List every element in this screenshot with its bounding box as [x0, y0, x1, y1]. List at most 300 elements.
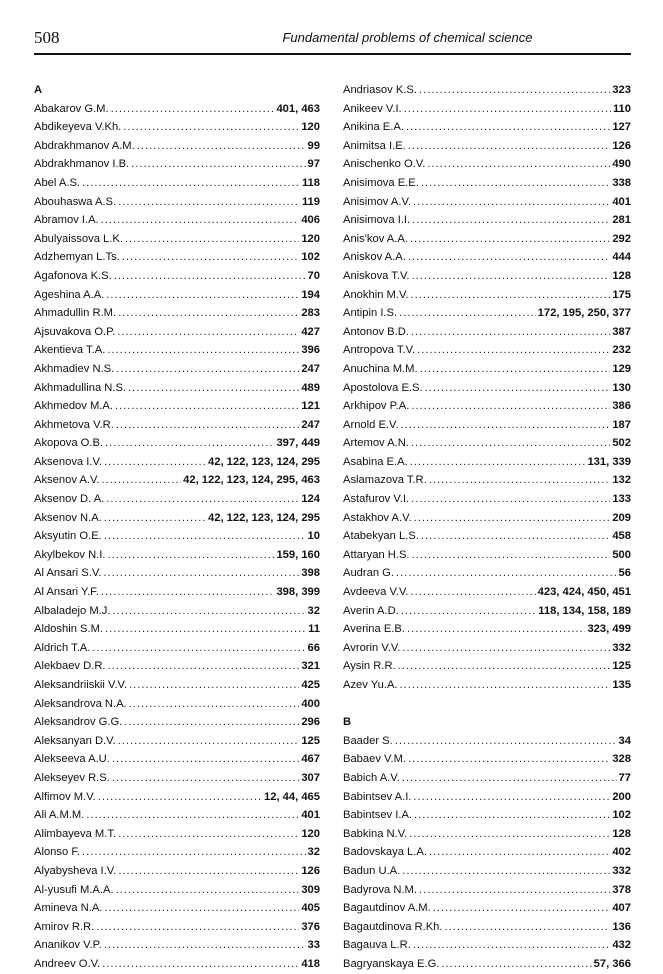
author-name: Aleksandrov G.G.: [34, 716, 123, 729]
index-entry: [343, 657, 631, 676]
author-name: Andriasov K.S.: [343, 84, 417, 96]
index-entry: [34, 564, 320, 583]
author-name: Abulyaissova L.K.: [34, 232, 123, 245]
page-references: 490: [612, 158, 631, 171]
author-name: Anisimova E.E.: [343, 176, 419, 189]
dot-leader: [108, 546, 275, 565]
dot-leader: [101, 583, 275, 602]
page-references: 444: [612, 251, 631, 264]
page-references: 42, 122, 123, 124, 295: [208, 511, 320, 524]
page-references: 328: [612, 753, 631, 766]
page-references: 432: [612, 939, 631, 952]
index-entry: [34, 267, 320, 286]
page-references: 11: [308, 623, 320, 636]
dot-leader: [401, 602, 537, 621]
page-references: 172, 195, 250, 377: [537, 307, 631, 320]
author-name: Abdrakhmanov I.B.: [34, 158, 130, 171]
index-entry: [34, 379, 320, 398]
page-references: 97: [307, 158, 320, 171]
dot-leader: [86, 806, 299, 825]
page-references: 489: [301, 381, 320, 394]
page-references: 200: [612, 790, 631, 803]
index-entry: [343, 379, 631, 398]
page-references: 427: [301, 325, 320, 338]
author-name: Akylbekov N.I.: [34, 548, 106, 561]
author-name: Anisimov A.V.: [343, 195, 411, 208]
page-references: 102: [301, 251, 320, 264]
dot-leader: [413, 936, 611, 955]
author-name: Anischenko O.V.: [343, 158, 426, 171]
dot-leader: [402, 862, 610, 881]
page-references: 66: [307, 641, 320, 654]
page-references: 12, 44, 465: [264, 790, 320, 803]
author-name: Badyrova N.M.: [343, 883, 417, 896]
author-name: Alonso F.: [34, 846, 81, 859]
author-name: Babich A.V.: [343, 771, 400, 784]
index-entry: [343, 304, 631, 323]
index-entry: [34, 211, 320, 230]
index-entry: [34, 899, 320, 918]
author-name: Aniskov A.A.: [343, 251, 406, 264]
dot-leader: [115, 397, 299, 416]
dot-leader: [408, 248, 611, 267]
page-references: 135: [612, 679, 631, 691]
dot-leader: [433, 899, 611, 918]
index-entry: [343, 174, 631, 193]
index-entry: [34, 546, 320, 565]
author-name: Akhmedov M.A.: [34, 400, 113, 413]
page-references: 136: [612, 920, 631, 933]
author-name: Akhmadiev N.S.: [34, 362, 115, 375]
index-entry: [343, 639, 631, 658]
index-entry: [343, 155, 631, 174]
page-references: 133: [612, 493, 631, 506]
dot-leader: [412, 546, 611, 565]
dot-leader: [112, 769, 299, 788]
page-references: 194: [301, 288, 320, 301]
author-name: Anokhin M.V.: [343, 288, 409, 301]
index-entry: [34, 360, 320, 379]
dot-leader: [414, 806, 610, 825]
page-references: 405: [301, 902, 320, 915]
author-name: Averin A.D.: [343, 604, 399, 617]
dot-leader: [411, 490, 610, 509]
page-references: 376: [301, 920, 320, 933]
index-entry: [343, 286, 631, 305]
right-entry-list-a: [343, 81, 631, 695]
author-name: Abouhaswa A.S.: [34, 195, 117, 208]
page-references: 118: [301, 176, 320, 189]
page-references: 159, 160: [276, 548, 320, 561]
author-name: Artemov A.N.: [343, 437, 409, 450]
author-name: Al Ansari Y.F.: [34, 586, 99, 599]
dot-leader: [116, 416, 300, 435]
page-number: 508: [34, 28, 60, 47]
dot-leader: [104, 453, 206, 472]
author-name: Alimbayeva M.T.: [34, 827, 117, 840]
author-name: Andreev O.V.: [34, 957, 101, 970]
index-entry: [34, 193, 320, 212]
page-references: 418: [301, 957, 320, 970]
dot-leader: [112, 750, 299, 769]
page-references: 296: [301, 716, 320, 729]
dot-leader: [429, 843, 610, 862]
index-entry: [34, 341, 320, 360]
dot-leader: [123, 118, 299, 137]
dot-leader: [414, 509, 611, 528]
dot-leader: [408, 137, 611, 156]
author-name: Ananikov V.P.: [34, 939, 102, 952]
index-entry: [34, 453, 320, 472]
index-entry: [34, 155, 320, 174]
page-references: 247: [301, 362, 320, 375]
index-entry: [343, 137, 631, 156]
page-references: 401, 463: [276, 102, 320, 115]
index-entry: [34, 137, 320, 156]
author-name: Astafurov V.I.: [343, 493, 410, 506]
page-references: 425: [301, 679, 320, 691]
author-name: Amirov R.R.: [34, 920, 95, 933]
dot-leader: [400, 676, 611, 695]
page-references: 378: [612, 883, 631, 896]
dot-leader: [399, 304, 536, 323]
dot-leader: [118, 304, 299, 323]
index-entry: [34, 304, 320, 323]
page-references: 128: [612, 827, 631, 840]
dot-leader: [441, 955, 591, 974]
dot-leader: [102, 471, 182, 490]
author-name: Abakarov G.M.: [34, 102, 109, 115]
author-name: Arkhipov P.A.: [343, 400, 410, 413]
section-letter-b: B: [343, 716, 352, 729]
author-name: Babintsev I.A.: [343, 809, 413, 822]
section-spacer: [343, 695, 631, 714]
dot-leader: [116, 881, 300, 900]
index-entry: [34, 769, 320, 788]
page-references: 321: [301, 660, 320, 673]
index-entry: [343, 750, 631, 769]
dot-leader: [419, 81, 610, 100]
index-entry: [343, 602, 631, 621]
author-name: Antipin I.S.: [343, 307, 398, 320]
index-entry: [343, 881, 631, 900]
author-name: Aleksandrova N.A.: [34, 697, 127, 710]
index-entry: [34, 434, 320, 453]
author-name: Aksenov N.A.: [34, 511, 102, 524]
index-entry: [34, 732, 320, 751]
index-entry: [34, 323, 320, 342]
dot-leader: [425, 379, 611, 398]
author-name: Animitsa I.E.: [343, 139, 406, 152]
page-references: 407: [612, 902, 631, 915]
author-name: Alekseyev R.S.: [34, 771, 110, 784]
dot-leader: [122, 248, 300, 267]
index-entry: [34, 657, 320, 676]
page-references: 387: [612, 325, 631, 338]
header-rule: [34, 53, 631, 55]
index-entry: [343, 862, 631, 881]
page-references: 126: [301, 864, 320, 877]
author-name: Anuchina M.M.: [343, 362, 418, 375]
index-entry: [34, 788, 320, 807]
author-name: Antropova T.V.: [343, 344, 416, 357]
page-references: 338: [612, 176, 631, 189]
page-references: 124: [301, 493, 320, 506]
page-references: 323: [612, 84, 631, 96]
index-entry: [343, 248, 631, 267]
index-entry: [34, 713, 320, 732]
dot-leader: [411, 323, 610, 342]
author-name: Babkina N.V.: [343, 827, 408, 840]
page-references: 126: [612, 139, 631, 152]
dot-leader: [125, 230, 299, 249]
page-references: 102: [612, 809, 631, 822]
running-title: Fundamental problems of chemical science: [282, 30, 533, 45]
index-entry: [343, 527, 631, 546]
page-references: 307: [301, 771, 320, 784]
page-references: 110: [612, 102, 631, 115]
section-letter-a: A: [34, 84, 43, 96]
dot-leader: [106, 490, 299, 509]
page-references: 332: [612, 864, 631, 877]
dot-leader: [106, 286, 299, 305]
page-references: 33: [307, 939, 320, 952]
page-references: 281: [612, 214, 631, 227]
author-name: Anikina E.A.: [343, 121, 404, 134]
index-entry: [343, 416, 631, 435]
author-name: Abdikeyeva V.Kh.: [34, 121, 122, 134]
page-references: 77: [618, 771, 631, 784]
page-references: 132: [612, 474, 631, 487]
index-entry: [343, 397, 631, 416]
page-references: 502: [612, 437, 631, 450]
dot-leader: [412, 211, 610, 230]
dot-leader: [398, 657, 611, 676]
index-entry: [34, 100, 320, 119]
author-name: Al-yusufi M.A.A.: [34, 883, 114, 896]
dot-leader: [427, 155, 610, 174]
page-references: 70: [307, 269, 320, 282]
author-name: Aksenova I.V.: [34, 455, 102, 468]
author-name: Aksyutin O.E.: [34, 530, 102, 543]
page-references: 423, 424, 450, 451: [537, 586, 631, 599]
author-name: Aldoshin S.M.: [34, 623, 104, 636]
author-name: Ali A.M.M.: [34, 809, 85, 822]
dot-leader: [128, 379, 299, 398]
dot-leader: [408, 750, 610, 769]
dot-leader: [402, 769, 617, 788]
page-references: 130: [612, 381, 631, 394]
index-entry: [343, 620, 631, 639]
author-name: Aniskova T.V.: [343, 269, 410, 282]
page-references: 247: [301, 418, 320, 431]
author-name: Anis'kov A.A.: [343, 232, 408, 245]
author-name: Amineva N.A.: [34, 902, 103, 915]
index-entry: [34, 620, 320, 639]
page-references: 42, 122, 123, 124, 295, 463: [183, 474, 320, 487]
page-references: 309: [301, 883, 320, 896]
dot-leader: [411, 286, 611, 305]
index-entry: [34, 936, 320, 955]
dot-leader: [104, 509, 206, 528]
author-name: Abel A.S.: [34, 176, 81, 189]
index-entry: [343, 211, 631, 230]
page-references: 323, 499: [587, 623, 631, 636]
dot-leader: [129, 676, 299, 695]
dot-leader: [111, 100, 275, 119]
page-references: 232: [612, 344, 631, 357]
page-references: 99: [307, 139, 320, 152]
author-name: Baader S.: [343, 734, 393, 747]
author-name: Aleksandriiskii V.V.: [34, 679, 128, 691]
page-references: 32: [307, 846, 320, 859]
author-name: Akhmetova V.R.: [34, 418, 114, 431]
page-references: 467: [301, 753, 320, 766]
index-entry: [343, 81, 631, 100]
page-references: 283: [301, 307, 320, 320]
index-entry: [34, 881, 320, 900]
page-references: 400: [301, 697, 320, 710]
dot-leader: [105, 620, 306, 639]
index-entry: [343, 769, 631, 788]
page-references: 34: [618, 734, 631, 747]
page-references: 120: [301, 121, 320, 134]
page-references: 406: [301, 214, 320, 227]
dot-leader: [107, 341, 299, 360]
dot-leader: [114, 267, 306, 286]
dot-leader: [421, 174, 610, 193]
index-entry: [343, 490, 631, 509]
index-entry: [34, 471, 320, 490]
dot-leader: [411, 397, 610, 416]
dot-leader: [412, 267, 611, 286]
page-references: 401: [612, 195, 631, 208]
author-name: Abramov I.A.: [34, 214, 99, 227]
author-name: Alekseeva A.U.: [34, 753, 110, 766]
index-entry: [34, 676, 320, 695]
page-references: 56: [618, 567, 631, 580]
page-references: 131, 339: [587, 455, 631, 468]
index-entry: [34, 806, 320, 825]
dot-leader: [104, 527, 306, 546]
index-entry: [343, 788, 631, 807]
index-entry: [343, 323, 631, 342]
author-name: Ahmadullin R.M.: [34, 307, 117, 320]
author-name: Anisimova I.I.: [343, 214, 411, 227]
page-references: 128: [612, 269, 631, 282]
dot-leader: [124, 713, 299, 732]
dot-leader: [82, 174, 300, 193]
dot-leader: [404, 100, 611, 119]
right-entry-list-b: [343, 732, 631, 974]
author-name: Al Ansari S.V.: [34, 567, 102, 580]
index-entry: [34, 862, 320, 881]
dot-leader: [413, 193, 610, 212]
page-references: 396: [301, 344, 320, 357]
dot-leader: [118, 193, 300, 212]
author-name: Averina E.B.: [343, 623, 405, 636]
author-name: Akhmadullina N.S.: [34, 381, 127, 394]
page-references: 121: [301, 400, 320, 413]
author-name: Anikeev V.I.: [343, 102, 402, 115]
index-entry: [343, 676, 631, 695]
author-name: Apostolova E.S.: [343, 381, 423, 394]
index-entry: [34, 397, 320, 416]
page-references: 209: [612, 511, 631, 524]
author-name: Antonov B.D.: [343, 325, 409, 338]
index-entry: [343, 825, 631, 844]
index-column-left: [34, 81, 320, 974]
author-name: Astakhov A.V.: [343, 511, 412, 524]
page-header: [34, 28, 631, 52]
author-name: Aksenov A.V.: [34, 474, 100, 487]
author-name: Asabina E.A.: [343, 455, 408, 468]
dot-leader: [104, 899, 299, 918]
index-entry: [34, 416, 320, 435]
dot-leader: [118, 825, 299, 844]
index-entry: [343, 955, 631, 974]
index-entry: [343, 434, 631, 453]
dot-leader: [118, 732, 300, 751]
index-entry: [34, 490, 320, 509]
page-references: 42, 122, 123, 124, 295: [208, 455, 320, 468]
page-references: 332: [612, 641, 631, 654]
author-name: Agafonova K.S.: [34, 269, 112, 282]
dot-leader: [395, 732, 617, 751]
index-entry: [34, 118, 320, 137]
page-references: 500: [612, 548, 631, 561]
dot-leader: [411, 583, 536, 602]
author-name: Badun U.A.: [343, 864, 401, 877]
index-entry: [34, 230, 320, 249]
page-references: 125: [301, 734, 320, 747]
page-references: 32: [307, 604, 320, 617]
author-name: Azev Yu.A.: [343, 679, 398, 691]
index-entry: [343, 267, 631, 286]
left-entry-list: [34, 100, 320, 974]
dot-leader: [113, 602, 306, 621]
dot-leader: [402, 639, 610, 658]
dot-leader: [118, 862, 299, 881]
dot-leader: [401, 416, 611, 435]
author-name: Babintsev A.I.: [343, 790, 412, 803]
index-entry: [343, 546, 631, 565]
page-references: 401: [301, 809, 320, 822]
index-entry: [343, 453, 631, 472]
dot-leader: [445, 918, 611, 937]
author-name: Audran G.: [343, 567, 394, 580]
author-name: Adzhemyan L.Ts.: [34, 251, 120, 264]
author-name: Aleksanyan D.V.: [34, 734, 116, 747]
page-references: 458: [612, 530, 631, 543]
page-references: 175: [612, 288, 631, 301]
dot-leader: [117, 323, 299, 342]
page-references: 10: [307, 530, 320, 543]
author-name: Bagryanskaya E.G.: [343, 957, 440, 970]
dot-leader: [421, 527, 610, 546]
index-entry: [343, 360, 631, 379]
index-entry: [343, 100, 631, 119]
page-references: 402: [612, 846, 631, 859]
dot-leader: [82, 843, 306, 862]
index-entry: [343, 843, 631, 862]
dot-leader: [420, 360, 611, 379]
dot-leader: [108, 657, 300, 676]
index-entry: [34, 509, 320, 528]
dot-leader: [413, 788, 610, 807]
index-entry: [34, 527, 320, 546]
index-entry: [34, 955, 320, 974]
